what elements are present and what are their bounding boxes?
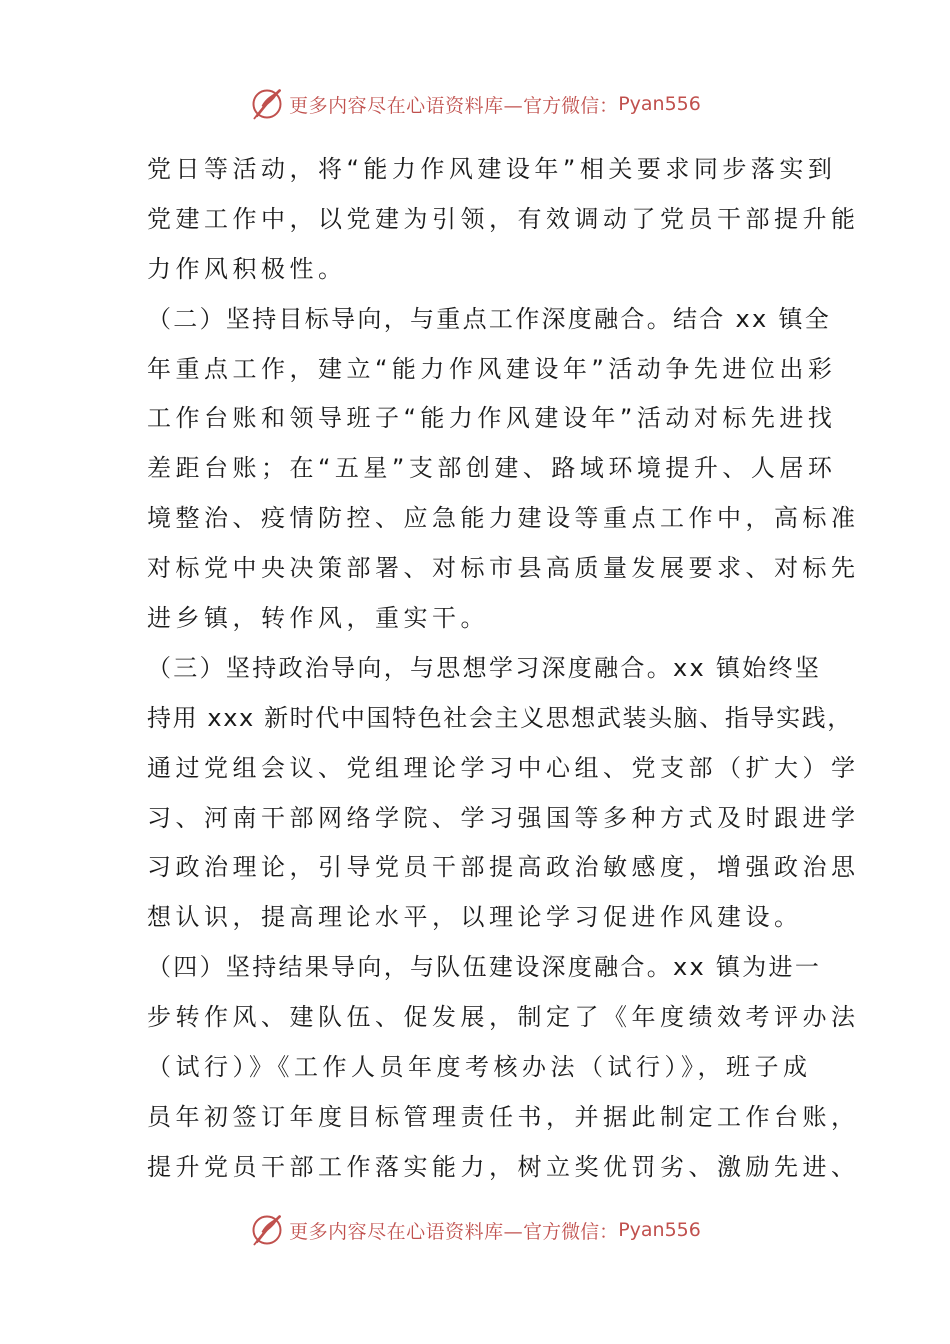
body-line: （三）坚持政治导向，与思想学习深度融合。xx 镇始终坚 xyxy=(147,653,822,682)
header-contact-label: 官方微信： xyxy=(523,94,619,117)
footer-wechat-handle: Pyan556 xyxy=(618,1219,701,1241)
body-line: 对标党中央决策部署、对标市县高质量发展要求、对标先 xyxy=(147,554,860,583)
body-line: 习政治理论，引导党员干部提高政治敏感度，增强政治思 xyxy=(147,853,860,882)
footer-site-text: 更多内容尽在心语资料库— xyxy=(289,1220,524,1243)
body-line: 差距台账；在“五星”支部创建、路域环境提升、人居环 xyxy=(147,454,837,483)
body-line: 力作风积极性。 xyxy=(147,254,347,283)
body-line: 持用 xxx 新时代中国特色社会主义思想武装头脑、指导实践， xyxy=(147,703,853,732)
body-line: （试行）》《工作人员年度考核办法（试行）》，班子成 xyxy=(147,1053,812,1082)
body-line: 年重点工作，建立“能力作风建设年”活动争先进位出彩 xyxy=(147,354,837,383)
quill-logo-icon xyxy=(249,86,285,122)
document-body xyxy=(147,145,860,1193)
footer-contact-label: 官方微信： xyxy=(523,1220,619,1243)
body-line: 境整治、疫情防控、应急能力建设等重点工作中，高标准 xyxy=(147,504,860,533)
footer-watermark xyxy=(0,1210,950,1250)
header-site-text: 更多内容尽在心语资料库— xyxy=(289,94,524,117)
body-line: （二）坚持目标导向，与重点工作深度融合。结合 xx 镇全 xyxy=(147,304,832,333)
body-line: （四）坚持结果导向，与队伍建设深度融合。xx 镇为进一 xyxy=(147,953,822,982)
body-line: 提升党员干部工作落实能力，树立奖优罚劣、激励先进、 xyxy=(147,1152,860,1181)
body-line: 习、河南干部网络学院、学习强国等多种方式及时跟进学 xyxy=(147,803,860,832)
body-line: 党建工作中，以党建为引领，有效调动了党员干部提升能 xyxy=(147,204,860,233)
body-line: 党日等活动，将“能力作风建设年”相关要求同步落实到 xyxy=(147,155,837,183)
body-line: 通过党组会议、党组理论学习中心组、党支部（扩大）学 xyxy=(147,753,860,782)
body-line: 员年初签订年度目标管理责任书，并据此制定工作台账， xyxy=(147,1102,860,1131)
body-line: 想认识，提高理论水平，以理论学习促进作风建设。 xyxy=(147,903,803,932)
body-line: 工作台账和领导班子“能力作风建设年”活动对标先进找 xyxy=(147,404,837,433)
body-line: 步转作风、建队伍、促发展，制定了《年度绩效考评办法 xyxy=(147,1003,860,1032)
header-watermark xyxy=(0,84,950,124)
header-wechat-handle: Pyan556 xyxy=(618,93,701,115)
body-line: 进乡镇，转作风，重实干。 xyxy=(147,604,489,633)
quill-logo-icon xyxy=(249,1212,285,1248)
